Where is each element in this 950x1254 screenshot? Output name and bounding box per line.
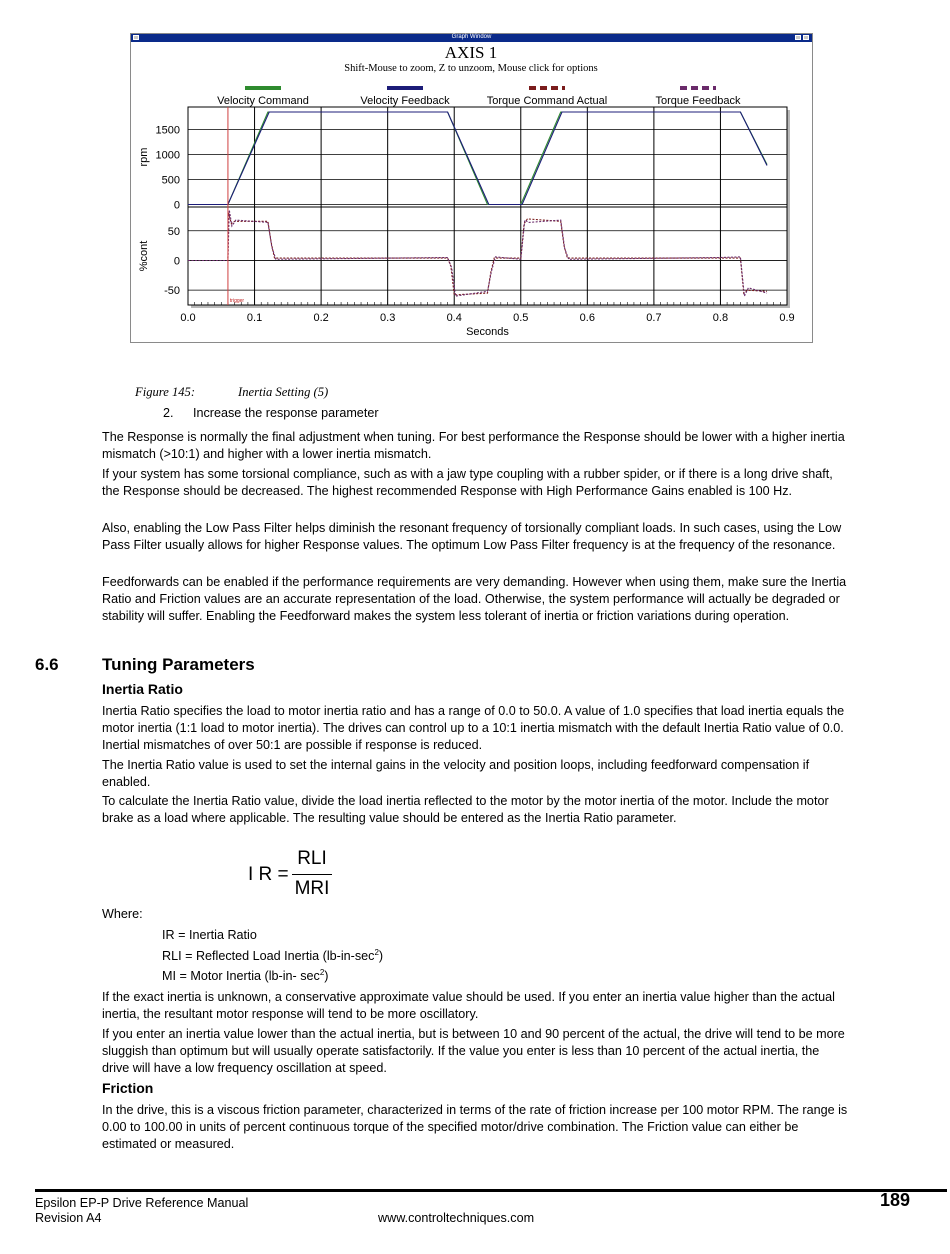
paragraph-feedforwards: Feedforwards can be enabled if the performance requirements are very demanding. However when using them, make sure the Inertia Ratio and Friction values are an accurate representation of the load. Otherwise, the system performance will actually be degraded or stability will suffer. Enabling the Feedforward makes the system less tolerant of inertia or friction variations during operation. <box>102 575 847 623</box>
y-tick-label: -50 <box>164 285 180 298</box>
definition-ir: IR = Inertia Ratio <box>162 928 257 942</box>
friction-heading: Friction <box>102 1080 154 1096</box>
definition-mi-text: MI = Motor Inertia (lb-in- sec <box>162 969 320 984</box>
x-tick-label: 0.6 <box>579 312 595 324</box>
x-tick-label: 0.2 <box>313 312 329 324</box>
section-number: 6.6 <box>35 655 59 674</box>
step-text: Increase the response parameter <box>193 406 379 420</box>
y-tick-label: 1500 <box>155 124 180 137</box>
inertia-ratio-heading: Inertia Ratio <box>102 681 183 697</box>
paragraph-inertia-gains: The Inertia Ratio value is used to set the internal gains in the velocity and position loops, including feedforward compensation if enabled. <box>102 758 810 789</box>
paragraph-response: The Response is normally the final adjustment when tuning. For best performance the Response should be lower with a higher inertia mismatch (>10:1) and higher with a lower inertia mismatch. <box>102 430 845 461</box>
figure-caption: Inertia Setting (5) <box>238 385 329 399</box>
x-tick-label: 0.0 <box>180 312 196 324</box>
formula-numerator: RLI <box>297 848 327 869</box>
x-tick-label: 0.4 <box>446 312 462 324</box>
x-tick-label: 0.7 <box>646 312 662 324</box>
figure-label: Figure 145: <box>135 385 196 399</box>
legend-label-2: Torque Command Actual <box>486 95 608 107</box>
y-tick-label: 0 <box>173 255 180 268</box>
y-tick-label: 1000 <box>155 149 180 162</box>
legend-label-3: Torque Feedback <box>655 95 741 107</box>
footer-revision: Revision A4 <box>35 1211 102 1225</box>
where-label: Where: <box>102 907 143 921</box>
plot-frame <box>188 107 787 305</box>
footer-manual-title: Epsilon EP-P Drive Reference Manual <box>35 1196 249 1210</box>
x-tick-label: 0.3 <box>380 312 396 324</box>
paragraph-inertia-unknown: If the exact inertia is unknown, a conservative approximate value should be used. If you enter an inertia value higher than the actual inertia, the resultant motor response will tend to be more oscillatory. <box>102 990 835 1021</box>
chart-hint: Shift-Mouse to zoom, Z to unzoom, Mouse click for options <box>344 63 598 74</box>
section-title: Tuning Parameters <box>102 655 255 674</box>
definition-rli-sup: 2 <box>374 948 379 957</box>
footer-rule <box>35 1189 947 1192</box>
x-tick-label: 0.5 <box>513 312 529 324</box>
legend-label-1: Velocity Feedback <box>360 95 450 107</box>
paragraph-inertia-lower: If you enter an inertia value lower than the actual inertia, but is between 10 and 90 percent of the actual, the drive will tend to be more sluggish than optimum but will usually operate satisfactorily. If the value you enter is less than 10 percent of the actual inertia, the drive will have a low frequency oscillation at speed. <box>102 1027 845 1075</box>
y-axis-label-0: rpm <box>138 147 150 167</box>
definition-rli <box>162 948 383 963</box>
x-tick-label: 0.8 <box>712 312 729 324</box>
chart-title: AXIS 1 <box>444 43 498 62</box>
paragraph-inertia-calc: To calculate the Inertia Ratio value, divide the load inertia reflected to the motor by the motor inertia of the motor. Include the motor brake as a load where applicable. The resulting value should be entered as the Inertia Ratio parameter. <box>102 794 829 825</box>
x-tick-label: 0.9 <box>779 312 795 324</box>
definition-rli-end: ) <box>378 949 384 964</box>
formula-lhs: I R = <box>248 864 289 885</box>
formula-fraction-bar <box>292 874 332 875</box>
trigger-label: trigger <box>229 298 245 304</box>
legend-label-0: Velocity Command <box>217 95 309 107</box>
footer-url[interactable]: www.controltechniques.com <box>378 1211 535 1225</box>
definition-mi-end: ) <box>324 969 329 984</box>
y-tick-label: 0 <box>173 199 180 212</box>
page-number: 189 <box>880 1190 911 1210</box>
graph-titlebar-text: Graph Window <box>451 34 492 40</box>
inertia-ratio-formula <box>248 848 338 904</box>
definition-rli-text: RLI = Reflected Load Inertia (lb-in-sec <box>162 949 375 964</box>
paragraph-low-pass: Also, enabling the Low Pass Filter helps diminish the resonant frequency of torsionally compliant loads. In such cases, using the Low Pass Filter usually allows for higher Response values. The optimum Low Pass Filter frequency is at the frequency of the resonance. <box>102 521 842 552</box>
graph-window[interactable] <box>130 33 813 343</box>
definition-mi <box>162 968 328 983</box>
formula-denominator: MRI <box>294 878 330 899</box>
paragraph-friction: In the drive, this is a viscous friction parameter, characterized in terms of the rate of friction increase per 100 motor RPM. The range is 0.00 to 100.00 in units of percent continuous torque of the specified motor/drive combination. The Friction value can either be estimated or measured. <box>102 1103 848 1151</box>
x-axis-label: Seconds <box>466 326 509 338</box>
y-tick-label: 50 <box>167 225 180 238</box>
y-tick-label: 500 <box>161 174 180 187</box>
paragraph-inertia-range: Inertia Ratio specifies the load to motor inertia ratio and has a range of 0.0 to 50.0. A value of 1.0 specifies that load inertia equals the motor inertia (1:1 load to motor inertia). The drives can control up to a 10:1 inertia mismatch with the default Inertia Ratio value of 0.0. Inertial mismatches of over 50:1 are possible if response is reduced. <box>102 704 845 752</box>
step-number: 2. <box>163 406 174 420</box>
definition-mi-sup: 2 <box>319 968 325 977</box>
y-axis-label-1: %cont <box>138 240 150 272</box>
axis-chart[interactable] <box>131 34 812 342</box>
x-tick-label: 0.1 <box>246 312 263 324</box>
paragraph-torsional: If your system has some torsional compliance, such as with a jaw type coupling with a rubber spider, or if there is a long drive shaft, the Response should be decreased. The highest recommended Response with High Performance Gains enabled is 100 Hz. <box>102 467 833 498</box>
